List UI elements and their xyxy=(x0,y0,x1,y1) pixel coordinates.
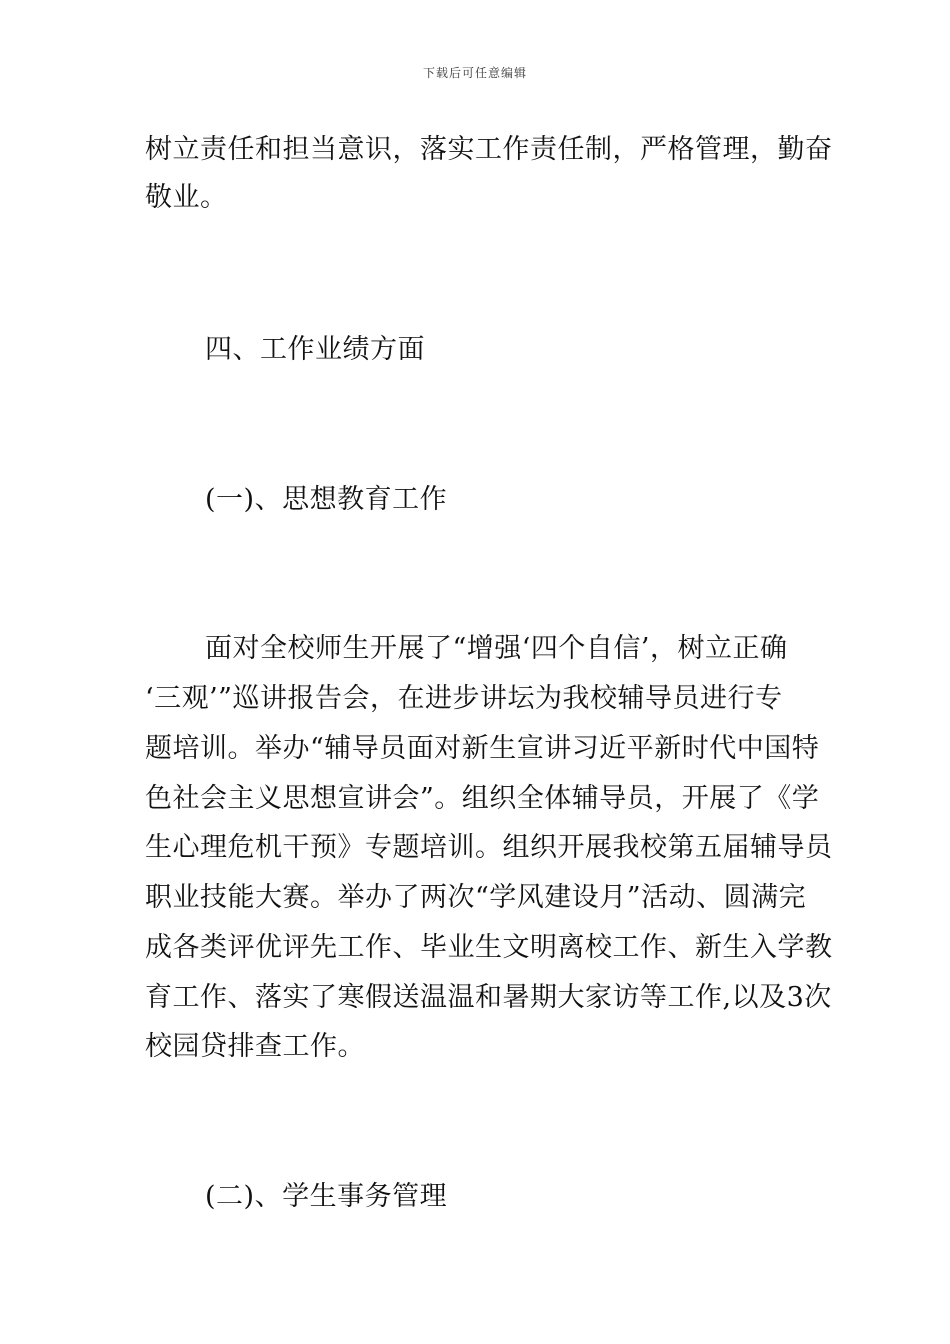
body-line-9: 校园贷排查工作。 xyxy=(145,1031,365,1062)
body-line-1: 面对全校师生开展了“增强‘四个自信’，树立正确 xyxy=(205,633,788,664)
body-line-6: 职业技能大赛。举办了两次“学风建设月”活动、圆满完 xyxy=(145,882,807,913)
body-line-7: 成各类评优评先工作、毕业生文明离校工作、新生入学教 xyxy=(145,932,833,963)
subsection-two-heading: (二)、学生事务管理 xyxy=(205,1181,448,1212)
section-four-heading: 四、工作业绩方面 xyxy=(205,334,425,365)
body-line-3: 题培训。举办“辅导员面对新生宣讲习近平新时代中国特 xyxy=(145,733,820,764)
page-header: 下载后可任意编辑 xyxy=(422,66,527,80)
body-line-8: 育工作、落实了寒假送温温和暑期大家访等工作,以及3次 xyxy=(145,982,832,1013)
subsection-one-heading: (一)、思想教育工作 xyxy=(205,484,448,515)
body-line-4: 色社会主义思想宣讲会”。组织全体辅导员，开展了《学 xyxy=(145,783,820,814)
body-line-2: ‘三观’”巡讲报告会，在进步讲坛为我校辅导员进行专 xyxy=(145,683,783,714)
body-line-5: 生心理危机干预》专题培训。组织开展我校第五届辅导员 xyxy=(145,832,833,863)
intro-line-2: 敬业。 xyxy=(145,182,228,213)
intro-line-1: 树立责任和担当意识，落实工作责任制，严格管理，勤奋 xyxy=(145,134,833,165)
